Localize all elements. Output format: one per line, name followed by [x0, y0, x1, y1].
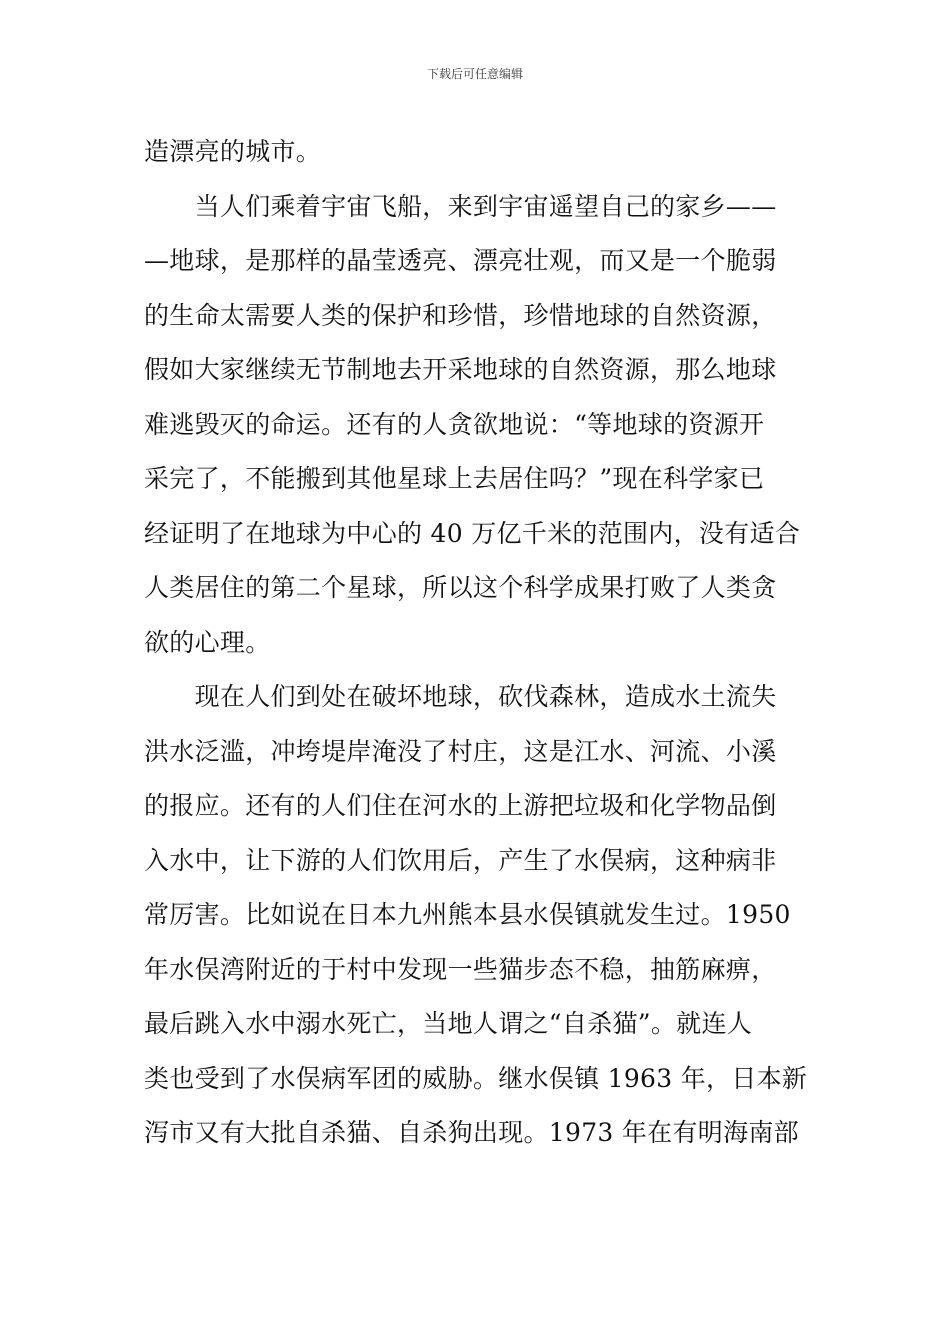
- text-line: 人类居住的第二个星球，所以这个科学成果打败了人类贪: [144, 573, 777, 602]
- text-line: 的报应。还有的人们住在河水的上游把垃圾和化学物品倒: [144, 791, 777, 820]
- text-line: 采完了，不能搬到其他星球上去居住吗？”现在科学家已: [144, 464, 765, 493]
- text-line: 经证明了在地球为中心的 40 万亿千米的范围内，没有适合: [144, 518, 801, 548]
- text-line: 假如大家继续无节制地去开采地球的自然资源，那么地球: [144, 355, 777, 384]
- text-line: 泻市又有大批自杀猫、自杀狗出现。1973 年在有明海南部: [144, 1118, 799, 1147]
- page-header: 下载后可任意编辑: [426, 67, 523, 81]
- text-line: 类也受到了水俣病军团的威胁。继水俣镇 1963 年，日本新: [144, 1063, 808, 1093]
- document-body: [144, 131, 810, 1167]
- text-line: 欲的心理。: [144, 627, 271, 657]
- text-line: 年水俣湾附近的于村中发现一些猫步态不稳，抽筋麻痹，: [144, 954, 777, 984]
- text-line: 的生命太需要人类的保护和珍惜，珍惜地球的自然资源，: [144, 300, 777, 330]
- text-line: 难逃毁灭的命运。还有的人贪欲地说：“等地球的资源开: [144, 409, 765, 439]
- text-line: 入水中，让下游的人们饮用后，产生了水俣病，这种病非: [144, 845, 777, 875]
- text-line: 当人们乘着宇宙飞船，来到宇宙遥望自己的家乡——: [144, 191, 777, 221]
- text-line: 常厉害。比如说在日本九州熊本县水俣镇就发生过。1950: [144, 900, 791, 929]
- text-line: 洪水泛滥，冲垮堤岸淹没了村庄，这是江水、河流、小溪: [144, 736, 777, 766]
- text-line: 现在人们到处在破坏地球，砍伐森林，造成水土流失: [144, 682, 777, 711]
- text-line: —地球，是那样的晶莹透亮、漂亮壮观，而又是一个脆弱: [144, 246, 777, 275]
- text-line: 最后跳入水中溺水死亡，当地人谓之“自杀猫”。就连人: [144, 1009, 753, 1038]
- text-line: 造漂亮的城市。: [144, 137, 322, 166]
